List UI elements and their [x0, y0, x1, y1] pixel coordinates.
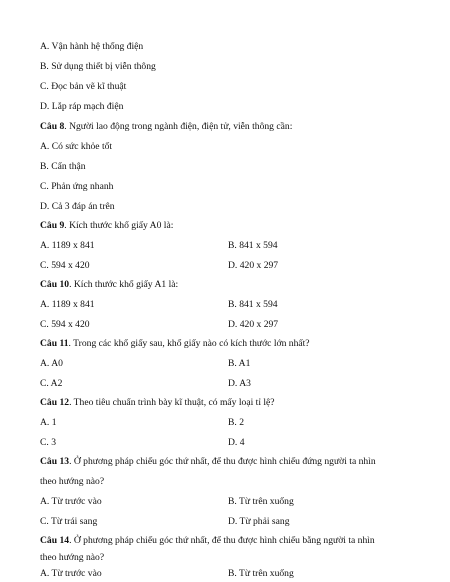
q9-option-a: A. 1189 x 841	[40, 240, 95, 251]
q9-option-d: D. 420 x 297	[228, 260, 279, 271]
q9-option-b: B. 841 x 594	[228, 240, 278, 251]
q10-option-c: C. 594 x 420	[40, 319, 90, 330]
q12-option-c: C. 3	[40, 437, 56, 448]
prev-option-c: C. Đọc bản vẽ kĩ thuật	[40, 81, 127, 92]
question-label: Câu 10	[40, 279, 70, 290]
question-label: Câu 11	[40, 338, 69, 349]
question-label: Câu 14	[40, 535, 70, 546]
q8-option-c: C. Phản ứng nhanh	[40, 181, 114, 192]
prev-option-b: B. Sử dụng thiết bị viễn thông	[40, 61, 156, 72]
question-10	[40, 279, 422, 291]
question-label: Câu 12	[40, 397, 70, 408]
q8-option-b: B. Cẩn thận	[40, 161, 86, 172]
question-14-continued: theo hướng nào?	[40, 552, 105, 563]
q11-option-c: C. A2	[40, 378, 63, 389]
question-text: . Kích thước khổ giấy A0 là:	[64, 220, 174, 231]
q13-option-a: A. Từ trước vào	[40, 496, 102, 507]
q13-option-c: C. Từ trái sang	[40, 516, 98, 527]
q10-option-d: D. 420 x 297	[228, 319, 279, 330]
question-13	[40, 456, 422, 468]
question-label: Câu 9	[40, 220, 65, 231]
q13-option-d: D. Từ phải sang	[228, 516, 290, 527]
q10-option-a: A. 1189 x 841	[40, 299, 95, 310]
q13-option-b: B. Từ trên xuống	[228, 496, 294, 507]
question-13-continued: theo hướng nào?	[40, 476, 105, 487]
q12-option-d: D. 4	[228, 437, 245, 448]
question-label: Câu 13	[40, 456, 70, 467]
question-9	[40, 220, 422, 232]
q9-option-c: C. 594 x 420	[40, 260, 90, 271]
question-8	[40, 121, 422, 133]
question-text: . Kích thước khổ giấy A1 là:	[69, 279, 179, 290]
question-text: . Trong các khổ giấy sau, khổ giấy nào có kích thước lớn nhất?	[68, 338, 310, 349]
prev-option-d: D. Lắp ráp mạch điện	[40, 101, 124, 112]
question-text: . Theo tiêu chuẩn trình bày kĩ thuật, có mấy loại tỉ lệ?	[69, 397, 275, 408]
prev-option-a: A. Vận hành hệ thống điện	[40, 41, 144, 52]
question-text: . Ở phương pháp chiếu góc thứ nhất, để thu được hình chiếu đứng người ta nhìn	[69, 456, 376, 467]
q14-option-a: A. Từ trước vào	[40, 568, 102, 579]
q12-option-a: A. 1	[40, 417, 57, 428]
q8-option-a: A. Có sức khỏe tốt	[40, 141, 113, 152]
question-14	[40, 535, 422, 547]
question-text: . Ở phương pháp chiếu góc thứ nhất, để thu được hình chiếu bằng người ta nhìn	[69, 535, 375, 546]
question-text: . Người lao động trong ngành điện, điện tử, viễn thông cần:	[64, 121, 293, 132]
q11-option-a: A. A0	[40, 358, 63, 369]
question-label: Câu 8	[40, 121, 65, 132]
q11-option-b: B. A1	[228, 358, 251, 369]
q8-option-d: D. Cả 3 đáp án trên	[40, 201, 115, 212]
q14-option-b: B. Từ trên xuống	[228, 568, 294, 579]
q11-option-d: D. A3	[228, 378, 251, 389]
q12-option-b: B. 2	[228, 417, 244, 428]
q10-option-b: B. 841 x 594	[228, 299, 278, 310]
question-11	[40, 338, 422, 350]
question-12	[40, 397, 422, 409]
